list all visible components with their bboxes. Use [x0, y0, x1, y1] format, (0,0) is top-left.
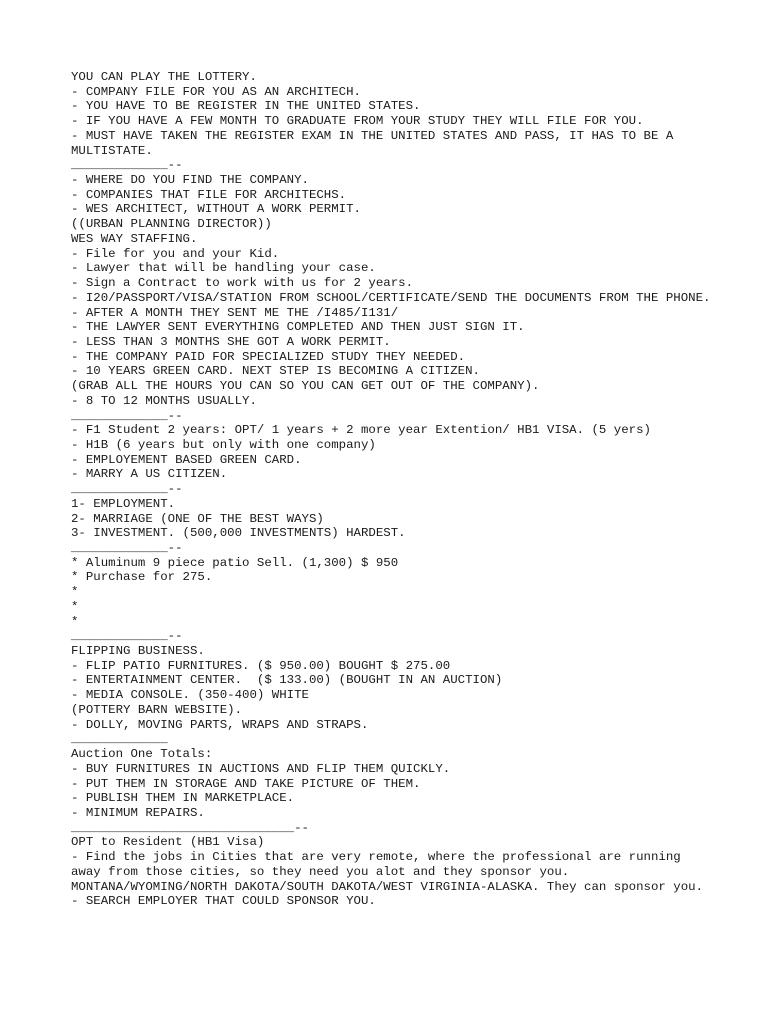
bullet-line: * [71, 585, 79, 600]
text-line: - Find the jobs in Cities that are very remote, where the professional are running away from those cities, so they need you alot and they sponsor you. [71, 850, 689, 879]
text-line: * Purchase for 275. [71, 570, 213, 585]
text-line: - THE LAWYER SENT EVERYTHING COMPLETED AND THEN JUST SIGN IT. [71, 320, 525, 335]
text-line: ((URBAN PLANNING DIRECTOR)) [71, 217, 272, 232]
separator-line: _____________ [71, 732, 168, 747]
text-line: (POTTERY BARN WEBSITE). [71, 702, 243, 717]
text-line: WES WAY STAFFING. [71, 231, 198, 246]
text-line: 2- MARRIAGE (ONE OF THE BEST WAYS) [71, 511, 324, 526]
separator-line: ______________________________-- [71, 820, 309, 835]
text-line: FLIPPING BUSINESS. [71, 644, 205, 659]
text-line: - 8 TO 12 MONTHS USUALLY. [71, 393, 257, 408]
text-line: - File for you and your Kid. [71, 246, 280, 261]
text-line: - MARRY A US CITIZEN. [71, 467, 228, 482]
text-line: (GRAB ALL THE HOURS YOU CAN SO YOU CAN GET OUT OF THE COMPANY). [71, 379, 540, 394]
text-line: 1- EMPLOYMENT. [71, 496, 176, 511]
text-line: - PUT THEM IN STORAGE AND TAKE PICTURE OF THEM. [71, 776, 421, 791]
text-line: 3- INVESTMENT. (500,000 INVESTMENTS) HARDEST. [71, 526, 406, 541]
bullet-line: * [71, 599, 79, 614]
text-line: - PUBLISH THEM IN MARKETPLACE. [71, 791, 295, 806]
separator-line: _____________-- [71, 158, 183, 173]
text-line: - AFTER A MONTH THEY SENT ME THE /I485/I131/ [71, 305, 399, 320]
separator-line: _____________-- [71, 482, 183, 497]
text-line: - ENTERTAINMENT CENTER. ($ 133.00) (BOUGHT IN AN AUCTION) [71, 673, 503, 688]
text-line: - SEARCH EMPLOYER THAT COULD SPONSOR YOU. [71, 894, 376, 909]
text-line: * Aluminum 9 piece patio Sell. (1,300) $ 950 [71, 555, 399, 570]
text-line: - BUY FURNITURES IN AUCTIONS AND FLIP THEM QUICKLY. [71, 761, 451, 776]
text-line: - WHERE DO YOU FIND THE COMPANY. [71, 173, 309, 188]
text-line: - EMPLOYEMENT BASED GREEN CARD. [71, 452, 302, 467]
text-line: - I20/PASSPORT/VISA/STATION FROM SCHOOL/CERTIFICATE/SEND THE DOCUMENTS FROM THE PHONE. [71, 290, 711, 305]
text-line: - YOU HAVE TO BE REGISTER IN THE UNITED STATES. [71, 99, 421, 114]
separator-line: _____________-- [71, 629, 183, 644]
text-line: Auction One Totals: [71, 747, 213, 762]
text-line: YOU CAN PLAY THE LOTTERY. [71, 70, 257, 84]
text-line: - COMPANIES THAT FILE FOR ARCHITECHS. [71, 187, 347, 202]
bullet-line: * [71, 614, 79, 629]
text-line: - 10 YEARS GREEN CARD. NEXT STEP IS BECOMING A CITIZEN. [71, 364, 480, 379]
separator-line: _____________-- [71, 408, 183, 423]
text-line: MONTANA/WYOMING/NORTH DAKOTA/SOUTH DAKOTA/WEST VIRGINIA-ALASKA. They can sponsor you. [71, 879, 704, 894]
text-line: - COMPANY FILE FOR YOU AS AN ARCHITECH. [71, 84, 361, 99]
document-page [71, 70, 711, 909]
text-line: - MUST HAVE TAKEN THE REGISTER EXAM IN THE UNITED STATES AND PASS, IT HAS TO BE A MULTISTATE. [71, 128, 681, 158]
text-line: - F1 Student 2 years: OPT/ 1 years + 2 more year Extention/ HB1 VISA. (5 yers) [71, 423, 651, 438]
text-line: - Sign a Contract to work with us for 2 years. [71, 276, 414, 291]
text-line: - THE COMPANY PAID FOR SPECIALIZED STUDY THEY NEEDED. [71, 349, 466, 364]
text-line: - H1B (6 years but only with one company) [71, 437, 376, 452]
text-line: - DOLLY, MOVING PARTS, WRAPS AND STRAPS. [71, 717, 369, 732]
text-line: - MINIMUM REPAIRS. [71, 805, 205, 820]
text-line: - LESS THAN 3 MONTHS SHE GOT A WORK PERMIT. [71, 334, 391, 349]
separator-line: _____________-- [71, 541, 183, 555]
text-line: - Lawyer that will be handling your case. [71, 261, 376, 276]
text-line: - FLIP PATIO FURNITURES. ($ 950.00) BOUGHT $ 275.00 [71, 658, 451, 673]
text-line: OPT to Resident (HB1 Visa) [71, 835, 265, 850]
text-line: - IF YOU HAVE A FEW MONTH TO GRADUATE FROM YOUR STUDY THEY WILL FILE FOR YOU. [71, 114, 644, 129]
text-line: - MEDIA CONSOLE. (350-400) WHITE [71, 688, 309, 703]
text-line: - WES ARCHITECT, WITHOUT A WORK PERMIT. [71, 202, 361, 217]
